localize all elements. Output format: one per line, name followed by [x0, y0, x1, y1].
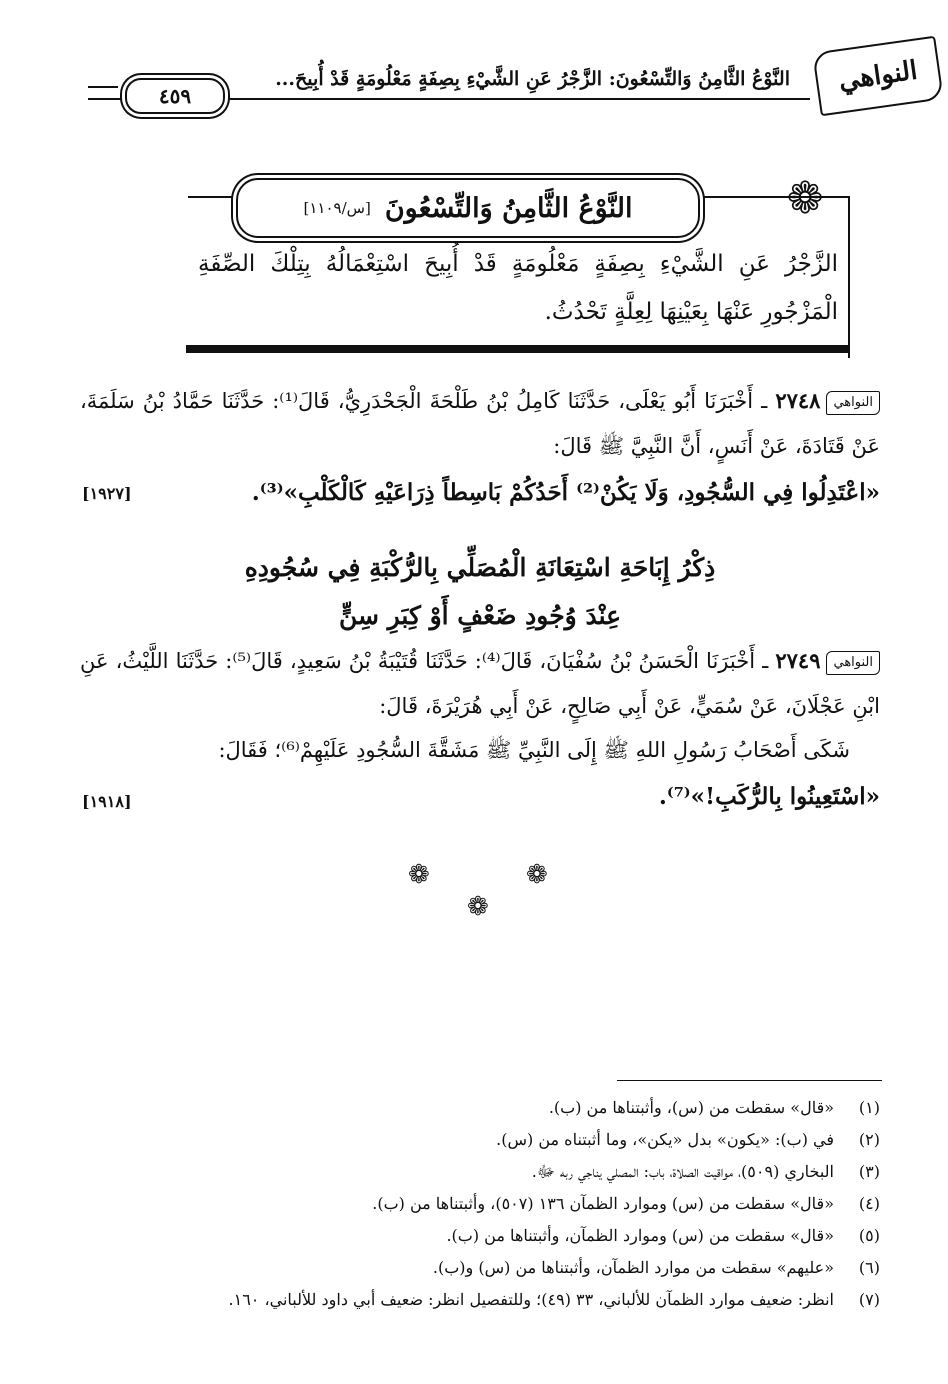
hadith-ref: [١٩١٨] [82, 792, 132, 811]
hadith-matn: «اعْتَدِلُوا فِي السُّجُودِ، وَلَا يَكُنْ⁽²⁾ أَحَدُكُمْ بَاسِطاً ذِرَاعَيْهِ كَالْكَلْبِ»⁽³⁾. [251, 479, 880, 506]
flower-ornament-icon: ❁ [467, 892, 489, 922]
hadith-matn: «اسْتَعِينُوا بِالرُّكَبِ!»⁽⁷⁾. [658, 783, 880, 810]
footnote-7: (٧)انظر: ضعيف موارد الظمآن للألباني، ٣٣ (٤٩)؛ وللتفصيل انظر: ضعيف أبي داود للألباني، ١٦٠. [228, 1290, 880, 1309]
footnotes [80, 1092, 880, 1316]
footnote-1: (١)«قال» سقطت من (س)، وأثبتناها من (ب). [548, 1098, 880, 1117]
footnote-4: (٤)«قال» سقطت من (س) وموارد الظمآن ١٣٦ (٥٠٧)، وأثبتناها من (ب). [372, 1194, 880, 1213]
flower-ornament-icon: ❁ [408, 860, 430, 890]
hadith-text: شَكَى أَصْحَابُ رَسُولِ اللهِ ﷺ إِلَى النَّبِيِّ ﷺ مَشَقَّةَ السُّجُودِ عَلَيْهِمْ⁽⁶⁾؛ فَقَالَ: [218, 738, 850, 762]
footnote-3: (٣)البخاري (٥٠٩)، مواقيت الصلاة، باب: المصلي يناجي ربه ﷻ. [531, 1162, 880, 1181]
footnote-rule [617, 1080, 882, 1081]
hadith-number: ٢٧٤٨ [775, 388, 821, 413]
chapter-title: النَّوْعُ الثَّامِنُ وَالتِّسْعُونَ [384, 192, 633, 224]
page-number: ٤٥٩ [125, 78, 225, 114]
section-title-line-2: عِنْدَ وُجُودِ ضَعْفٍ أَوْ كِبَرِ سِنٍّ [338, 601, 622, 630]
hadith-ref: [١٩٢٧] [82, 484, 132, 503]
chapter-box [180, 172, 850, 360]
hadith-number: ٢٧٤٩ [775, 648, 821, 673]
hadith-2749-text [80, 728, 850, 773]
footnote-5: (٥)«قال» سقطت من (س) وموارد الظمآن، وأثبتناها من (ب). [446, 1226, 880, 1245]
hadith-isnad: ـ أَخْبَرَنَا الْحَسَنُ بْنُ سُفْيَانَ، قَالَ⁽⁴⁾: حَدَّثَنَا قُتَيْبَةُ بْنُ سَعِيدٍ، قَالَ⁽⁵⁾: حَدَّثَنَا اللَّيْثُ، عَنِ ابْنِ عَجْلَانَ، عَنْ سُمَيٍّ، عَنْ أَبِي صَالِحٍ، عَنْ أَبِي هُرَيْرَةَ، قَالَ: [80, 649, 880, 718]
page-number-lines [88, 86, 118, 100]
hadith-2749 [80, 638, 880, 729]
section-divider [186, 345, 850, 353]
flower-ornament-icon: ❁ [786, 172, 824, 224]
chapter-ref: [س/١١٠٩] [303, 199, 371, 217]
book-badge: النواهي [812, 36, 944, 117]
hadith-tag: النواهي [826, 651, 880, 675]
footnote-2: (٢)في (ب): «يكون» بدل «يكن»، وما أثبتناه من (س). [496, 1130, 880, 1149]
hadith-tag: النواهي [826, 391, 880, 415]
chapter-heading [236, 178, 700, 238]
running-title: النَّوْعُ الثَّامِنُ وَالتِّسْعُونَ: الزَّجْرُ عَنِ الشَّيْءِ بِصِفَةٍ مَعْلُومَةٍ قَدْ أُبِيحَ... [275, 68, 790, 90]
hadith-2748 [80, 378, 880, 469]
hadith-2749-matn [300, 774, 880, 820]
running-header [60, 38, 940, 110]
section-title-line-1: ذِكْرُ إِبَاحَةِ اسْتِعَانَةِ الْمُصَلِّي بِالرُّكْبَةِ فِي سُجُودِهِ [244, 553, 716, 582]
section-title [80, 544, 880, 640]
flower-ornament-icon: ❁ [526, 860, 548, 890]
hadith-2748-matn [175, 470, 880, 516]
footnote-6: (٦)«عليهم» سقطت من موارد الظمآن، وأثبتناها من (س) و(ب). [432, 1258, 880, 1277]
hadith-isnad: ـ أَخْبَرَنَا أَبُو يَعْلَى، حَدَّثَنَا كَامِلُ بْنُ طَلْحَةَ الْجَحْدَرِيُّ، قَالَ⁽¹⁾: حَدَّثَنَا حَمَّادُ بْنُ سَلَمَةَ، عَنْ قَتَادَةَ، عَنْ أَنَسٍ، أَنَّ النَّبِيَّ ﷺ قَالَ: [80, 389, 880, 458]
chapter-description: الزَّجْرُ عَنِ الشَّيْءِ بِصِفَةٍ مَعْلُومَةٍ قَدْ أُبِيحَ اسْتِعْمَالُهُ بِتِلْكَ الصِّفَةِ الْمَزْجُورِ عَنْهَا بِعَيْنِهَا لِعِلَّةٍ تَحْدُثُ. [198, 251, 838, 325]
